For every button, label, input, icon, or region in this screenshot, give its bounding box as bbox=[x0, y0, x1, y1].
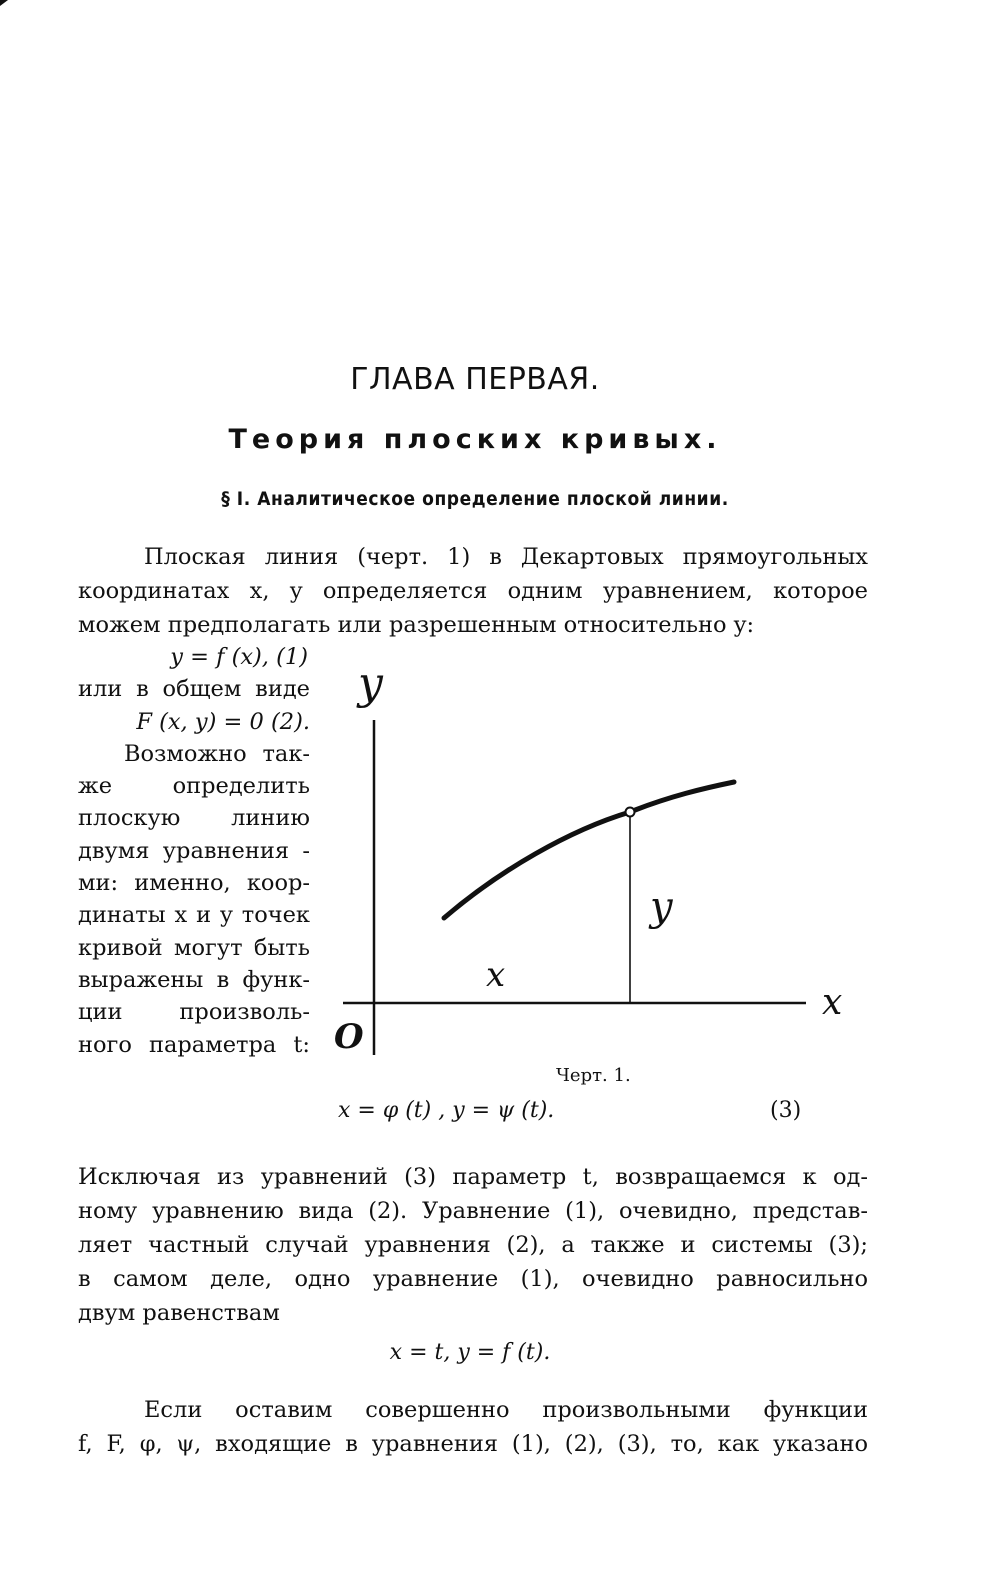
equation-2: F (x, y) = 0 (2). bbox=[136, 708, 310, 735]
text-line: координатах x, y определяется одним уравнением, которое bbox=[78, 578, 868, 604]
equation-4: x = t, y = f (t). bbox=[389, 1340, 551, 1365]
curve-plot bbox=[330, 640, 870, 1100]
text-line: плоскую линию bbox=[78, 805, 310, 832]
text-line: Возможно так- bbox=[124, 740, 310, 767]
text-line: ному уравнению вида (2). Уравнение (1), очевидно, представ- bbox=[78, 1198, 868, 1224]
origin-label: O bbox=[334, 1017, 364, 1057]
curve-line bbox=[444, 782, 734, 918]
text-line: ляет частный случай уравнения (2), а также и системы (3); bbox=[78, 1232, 868, 1258]
text-line: можем предполагать или разрешенным относительно y: bbox=[78, 612, 755, 638]
text-line: ции произволь- bbox=[78, 999, 310, 1026]
section-heading: § I. Аналитическое определение плоской линии. bbox=[221, 488, 729, 510]
text-line: Если оставим совершенно произвольными функции bbox=[144, 1397, 868, 1423]
chapter-title: Теория плоских кривых. bbox=[228, 424, 722, 455]
text-line: двум равенствам bbox=[78, 1300, 280, 1326]
scan-corner-artifact bbox=[0, 0, 8, 6]
text-line: или в общем виде bbox=[78, 676, 310, 703]
equation-3: x = φ (t) , y = ψ (t). bbox=[338, 1098, 555, 1123]
text-line: ного параметра t: bbox=[78, 1031, 310, 1058]
intro-paragraph bbox=[78, 540, 868, 642]
paragraph-3 bbox=[78, 1393, 868, 1461]
text-line: выражены в функ- bbox=[78, 966, 310, 993]
figure-caption: Черт. 1. bbox=[556, 1065, 631, 1086]
text-line: же определить bbox=[78, 773, 310, 800]
text-line: в самом деле, одно уравнение (1), очевидно равносильно bbox=[78, 1266, 868, 1292]
x-segment-label: x bbox=[486, 955, 506, 995]
text-line: Исключая из уравнений (3) параметр t, возвращаемся к од- bbox=[78, 1164, 868, 1190]
text-line: ми: именно, коор- bbox=[78, 870, 310, 897]
text-line: Плоская линия (черт. 1) в Декартовых прямоугольных bbox=[144, 544, 868, 570]
side-column-text bbox=[78, 641, 310, 1061]
y-axis-label: y bbox=[358, 658, 383, 709]
chapter-heading: ГЛАВА ПЕРВАЯ. bbox=[350, 362, 600, 397]
y-segment-label: y bbox=[650, 884, 673, 930]
text-line: двумя уравнения - bbox=[78, 837, 310, 864]
text-line: кривой могут быть bbox=[78, 934, 310, 961]
text-line: динаты x и y точек bbox=[78, 902, 310, 929]
equation-1: y = f (x), (1) bbox=[170, 644, 308, 670]
x-axis-label: x bbox=[822, 982, 843, 1023]
figure-1-curve-diagram bbox=[330, 640, 870, 1100]
paragraph-2 bbox=[78, 1160, 868, 1330]
equation-3-number: (3) bbox=[770, 1098, 802, 1123]
curve-point bbox=[626, 808, 635, 817]
text-line: f, F, φ, ψ, входящие в уравнения (1), (2), (3), то, как указано bbox=[78, 1431, 868, 1457]
